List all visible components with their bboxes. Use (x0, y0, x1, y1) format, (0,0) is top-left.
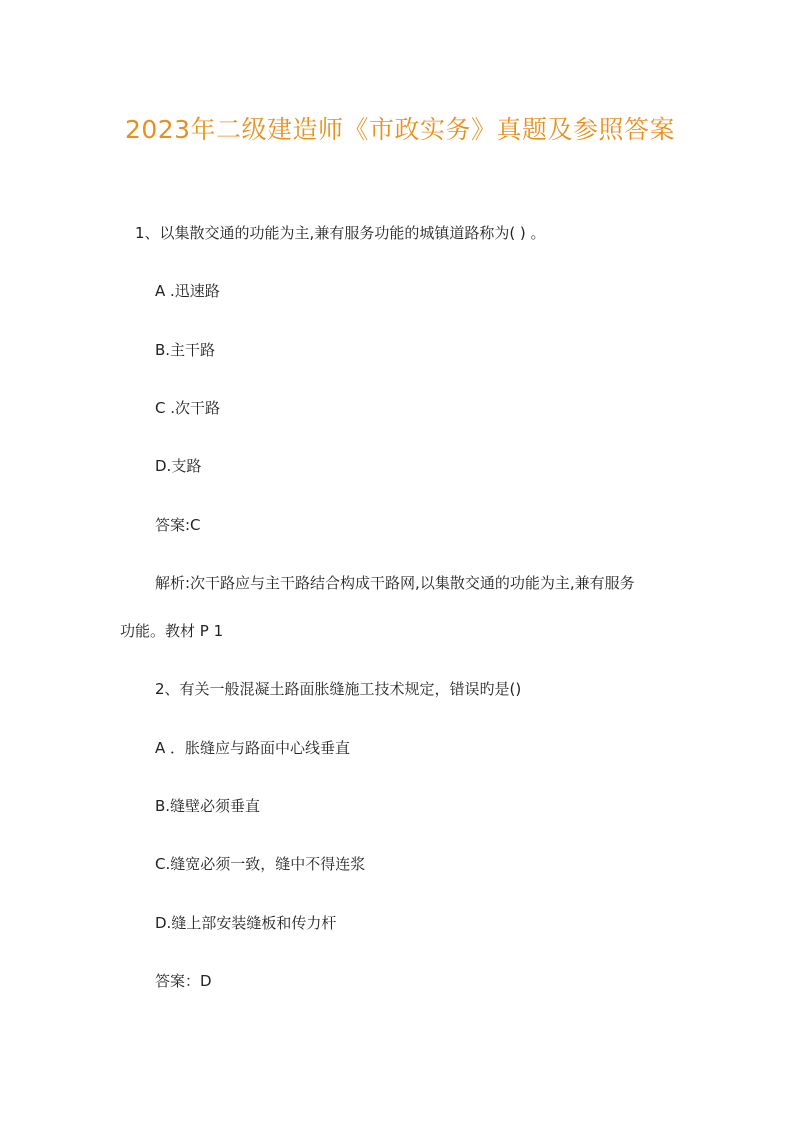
q1-option-b: B.主干路 (155, 341, 216, 359)
question-2: 2、有关一般混凝土路面胀缝施工技术规定，错误旳是() (155, 680, 522, 698)
q2-answer: 答案：D (155, 972, 212, 990)
q2-option-b: B.缝壁必须垂直 (155, 797, 261, 815)
q1-option-d: D.支路 (155, 457, 202, 475)
q1-analysis-line-1: 解析:次干路应与主干路结合构成干路网,以集散交通的功能为主,兼有服务 (155, 574, 635, 592)
document-title: 2023年二级建造师《市政实务》真题及参照答案 (124, 115, 676, 144)
q1-option-c: C .次干路 (155, 399, 221, 417)
q2-option-a: A ．胀缝应与路面中心线垂直 (155, 739, 351, 757)
q2-option-c: C.缝宽必须一致，缝中不得连浆 (155, 855, 366, 873)
q1-answer: 答案:C (155, 516, 201, 534)
q2-option-d: D.缝上部安装缝板和传力杆 (155, 914, 337, 932)
q1-analysis-line-2: 功能。教材 P 1 (120, 622, 224, 640)
q1-option-a: A .迅速路 (155, 282, 220, 300)
question-1: 1、以集散交通的功能为主,兼有服务功能的城镇道路称为( ) 。 (135, 224, 546, 242)
